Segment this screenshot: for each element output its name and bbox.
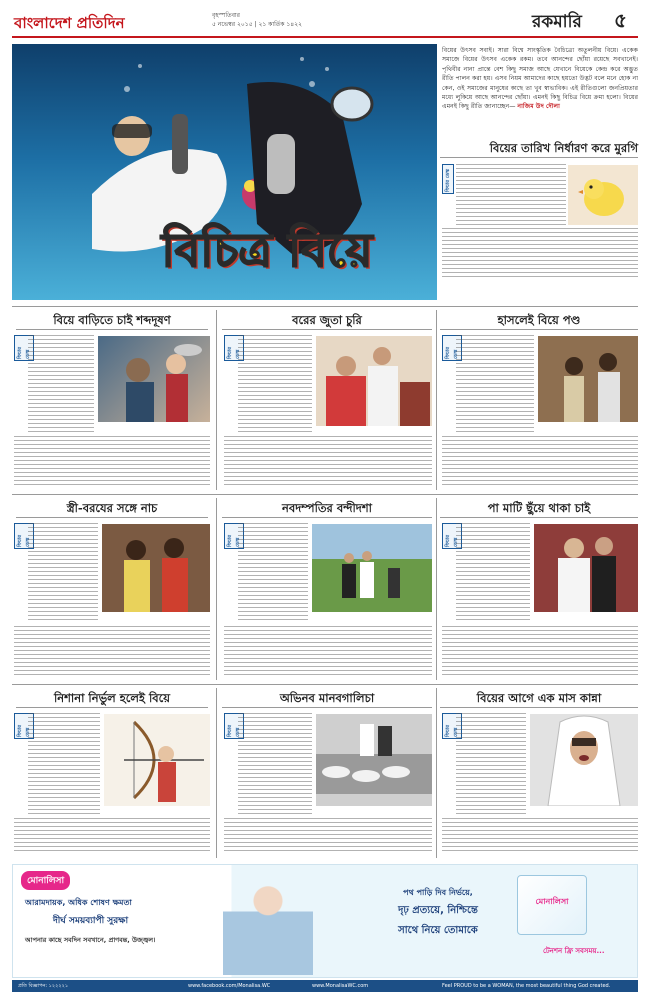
hero-intro: বিয়ের উৎসব সবাই। সারা বিশ্বে সাংস্কৃতিক বৈচিত্র্যে অতুলনীয় বিয়ে। একেক সমাজে বিয়ের উৎসব একেক রকম। তবে আনন্দের ছোঁয়া রয়েছে সবখানেই। পৃথিবীর নানা প্রান্তে বেশ কিছু সমাজ আছে যেখানে বিয়েকে কেন্দ্র করে অদ্ভুত রীতি পালন করা হয়। এসব নিয়ম আমাদের কাছে হয়তো উদ্ভট বলে মনে হোক না কেন, ওই সমাজের মানুষের কাছে তা খুব স্বাভাবিক। এই রীতিগুলো জনপ্রিয়তার মধ্যে লুকিয়ে আছে আনন্দের ছোঁয়া। এমনই কিছু বিচিত্র বিয়ে ক্রমা হলো। বিয়ের এমনই কিছু রীতি জানাচ্ছেন— নাজিম উদ দৌলা <box>442 47 638 111</box>
crying-photo <box>530 714 638 806</box>
article-body <box>28 523 98 623</box>
ad-slogan: পথ পাড়ি দিব নির্ভয়ে, দৃঢ় প্রত্যয়ে, নিশ্চিন্তে সাথে নিয়ে তোমাকে <box>398 888 478 936</box>
article-title-archery: নিশানা নির্ভুল হলেই বিয়ে <box>53 691 171 705</box>
carpet-photo <box>316 714 432 806</box>
footer-web-link[interactable]: www.MonalisaWC.com <box>312 983 369 989</box>
article-body <box>238 523 308 623</box>
ad-tagline: টেনশন ফ্রি সবসময়... <box>543 947 605 955</box>
byline-tag: ফিচার ডেস্ক <box>224 713 244 739</box>
feet-photo <box>534 524 638 612</box>
article-title-feet: পা মাটি ছুঁয়ে থাকা চাই <box>487 501 591 515</box>
article-body <box>224 436 432 488</box>
dance-photo <box>102 524 210 612</box>
chick-photo <box>568 165 638 225</box>
page-number: ৫ <box>614 8 627 32</box>
article-body <box>238 713 312 815</box>
footer-left: প্রতি বিজ্ঞাপন: ১২২২২১ <box>18 983 69 989</box>
newspaper-logo: বাংলাদেশ প্রতিদিন <box>14 14 125 32</box>
article-body <box>224 626 432 676</box>
article-body <box>442 228 638 278</box>
byline-tag: ফিচার ডেস্ক <box>14 713 34 739</box>
hero-author: নাজিম উদ দৌলা <box>517 103 560 111</box>
byline-tag: ফিচার ডেস্ক <box>14 335 34 361</box>
article-title-laugh: হাসলেই বিয়ে পণ্ড <box>497 313 581 327</box>
article-body <box>456 164 566 226</box>
ad-line-3: আপনার কাছে সবদিন সবখানে, প্রাণবন্ত, উজ্জ্বল। <box>25 936 156 944</box>
byline-tag: ফিচার ডেস্ক <box>224 523 244 549</box>
article-title-carpet: অভিনব মানবগালিচা <box>279 691 375 705</box>
article-body <box>456 523 530 623</box>
article-title-noise: বিয়ে বাড়িতে চাই শব্দদূষণ <box>53 313 171 327</box>
ad-product-pack: মোনালিসা <box>517 875 587 935</box>
issue-date: ৫ নভেম্বর ২০১৫ | ২১ কার্তিক ১৪২২ <box>212 21 303 28</box>
ad-brand-logo: মোনালিসা <box>21 871 70 890</box>
article-body <box>456 713 526 815</box>
byline-tag: ফিচার ডেস্ক <box>442 713 462 739</box>
ad-line-1: আরামদায়ক, অধিক শোষণ ক্ষমতা <box>25 898 132 907</box>
article-body <box>28 713 100 815</box>
article-body <box>14 626 210 676</box>
article-body <box>456 335 534 433</box>
hero-title: বিচিত্র বিয়ে <box>161 223 373 277</box>
byline-tag: ফিচার ডেস্ক <box>442 523 462 549</box>
masthead <box>0 0 650 44</box>
article-title-dance: স্ত্রী-বরযের সঙ্গে নাচ <box>66 501 158 515</box>
article-title-captive: নবদম্পতির বন্দীদশা <box>282 501 372 515</box>
ad-woman-image <box>223 869 313 975</box>
masthead-divider <box>12 36 638 38</box>
byline-tag: ফিচার ডেস্ক <box>224 335 244 361</box>
issue-day: বৃহস্পতিবার <box>212 12 240 19</box>
advertisement-banner <box>12 864 638 978</box>
article-body <box>224 818 432 854</box>
footer-right: Feel PROUD to be a WOMAN, the most beautiful thing God created. <box>442 983 611 989</box>
footer-facebook-link[interactable]: www.facebook.com/Monalisa.WC <box>188 983 271 989</box>
byline-tag: ফিচার ডেস্ক <box>442 335 462 361</box>
article-title-crying: বিয়ের আগে এক মাস কান্না <box>476 691 602 705</box>
article-body <box>442 626 638 676</box>
byline-tag: ফিচার ডেস্ক <box>442 164 454 194</box>
article-body <box>238 335 312 433</box>
archery-photo <box>104 714 210 806</box>
article-body <box>442 436 638 488</box>
laugh-photo <box>538 336 638 422</box>
noise-photo <box>98 336 210 422</box>
footer-bar <box>12 980 638 992</box>
byline-tag: ফিচার ডেস্ক <box>14 523 34 549</box>
article-body <box>14 436 210 488</box>
article-title-chicken: বিয়ের তারিখ নির্ধারণ করে মুরগি <box>489 141 638 155</box>
section-name: রকমারি <box>532 12 582 32</box>
captive-photo <box>312 524 432 612</box>
article-body <box>14 818 210 854</box>
ad-line-2: দীর্ঘ সময়ব্যাপী সুরক্ষা <box>53 916 129 926</box>
article-body <box>28 335 94 433</box>
shoe-photo <box>316 336 432 426</box>
article-title-shoe: বরের জুতা চুরি <box>292 313 362 327</box>
article-body <box>442 818 638 854</box>
